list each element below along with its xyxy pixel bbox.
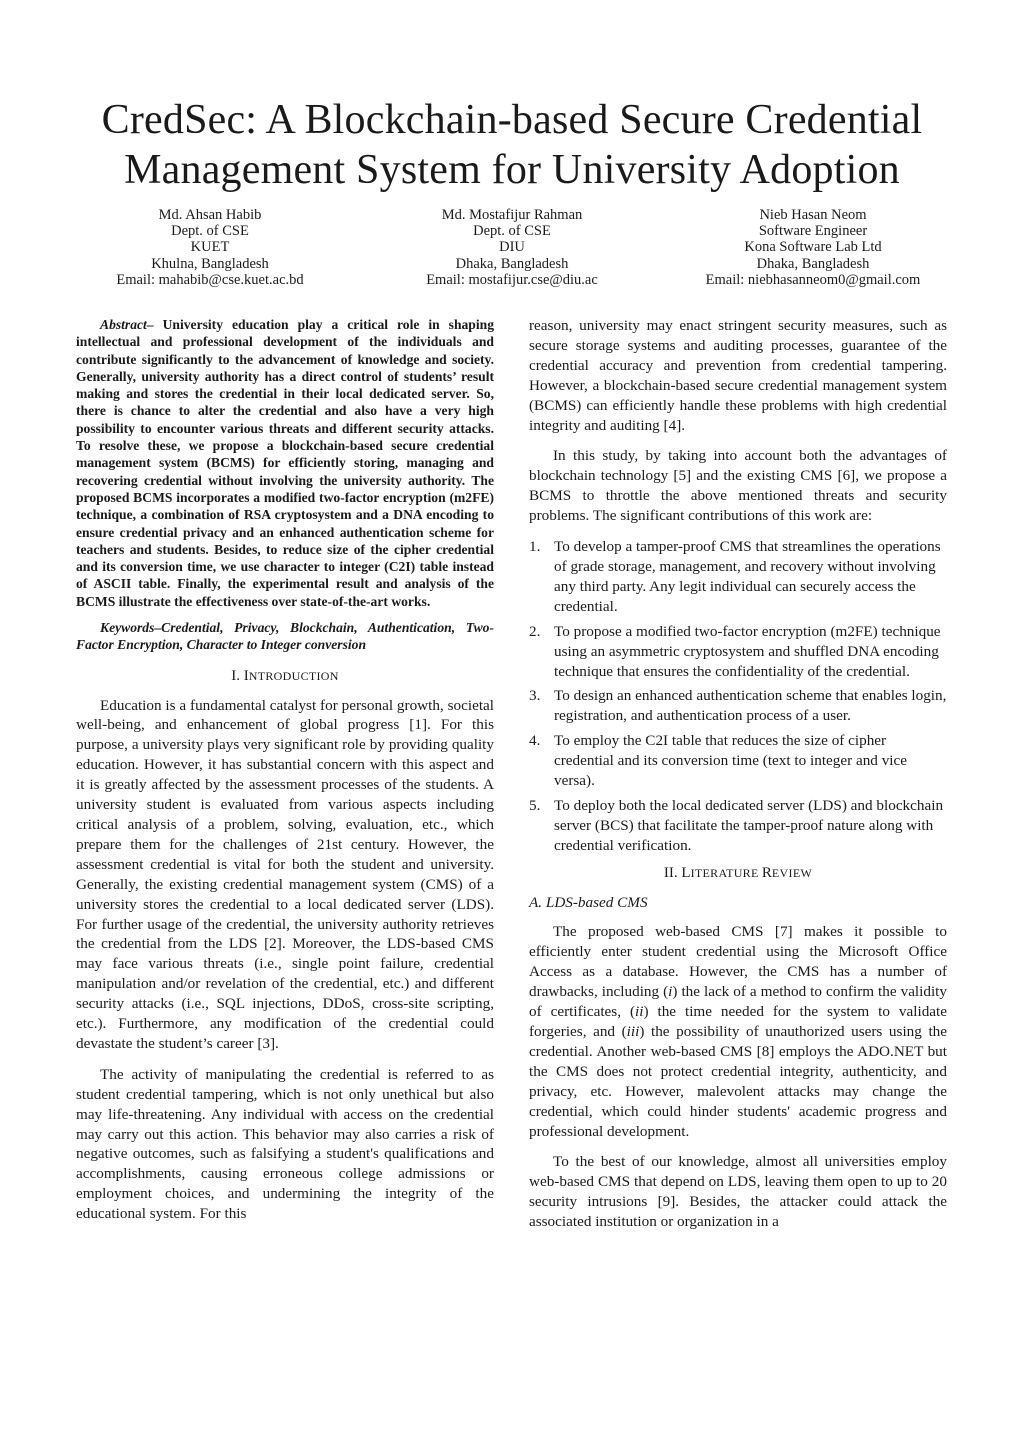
list-text: To propose a modified two-factor encryption (m2FE) technique using an asymmetric cryptosystem and shuffled DNA encoding technique that ensures the confidentiality of the credential. bbox=[554, 622, 941, 680]
author-dept: Dept. of CSE bbox=[171, 223, 249, 240]
abstract bbox=[76, 316, 494, 610]
intro-paragraph-1: Education is a fundamental catalyst for personal growth, societal well-being, and enhancement of global progress [1]. For this purpose, a university plays very significant role by providing quality education. However, it has substantial concern with this aspect and it is greatly affected by the assessment processes of the students. A university student is evaluated from various aspects including critical analysis of a problem, solving, evaluation, etc., which prepare them for the challenges of 21st century. However, the assessment credential is vital for both the student and university. Generally, the existing credential management system (CMS) of a university stores the credential to a local dedicated server (LDS). For further usage of the credential, the university authority retrieves the credential from the LDS [2]. Moreover, the LDS-based CMS may face various threats (i.e., single point failure, credential manipulation and/or revelation of the credential, etc.) and different security attacks (i.e., SQL injections, DDoS, cross-site scripting, etc.). Furthermore, any modification of the credential could devastate the student’s career [3]. bbox=[76, 696, 494, 1052]
list-item bbox=[529, 686, 947, 726]
section-number: II. L bbox=[663, 864, 691, 881]
author-name: Md. Mostafijur Rahman bbox=[441, 207, 583, 223]
author-org: Kona Software Lab Ltd bbox=[744, 239, 882, 256]
author-1 bbox=[60, 207, 360, 288]
list-number: 3. bbox=[529, 687, 541, 705]
section-heading-literature-review bbox=[529, 864, 947, 884]
intro-paragraph-4: In this study, by taking into account both the advantages of blockchain technology [5] and the existing CMS [6], we propose a BCMS to throttle the above mentioned threats and security problems. The significant contributions of this work are: bbox=[529, 447, 947, 525]
author-email: Email: mahabib@cse.kuet.ac.bd bbox=[116, 271, 304, 288]
author-org: KUET bbox=[190, 239, 230, 256]
author-location: Dhaka, Bangladesh bbox=[455, 255, 569, 272]
abstract-label: Abstract– bbox=[100, 317, 154, 332]
section-number: I. I bbox=[231, 667, 249, 684]
list-text: To design an enhanced authentication scheme that enables login, registration, and authentication process of a user. bbox=[554, 687, 947, 725]
literature-paragraph-2: To the best of our knowledge, almost all universities employ web-based CMS that depend on LDS, leaving them open to up to 20 security intrusions [9]. Besides, the attacker could attack the associated institution or organization in a bbox=[529, 1153, 947, 1231]
list-text: To deploy both the local dedicated server (LDS) and blockchain server (BCS) that facilitate the tamper-proof nature along with credential verification. bbox=[554, 796, 944, 854]
list-text: To employ the C2I table that reduces the size of cipher credential and its conversion time (text to integer and vice versa). bbox=[554, 732, 907, 790]
list-item bbox=[529, 537, 947, 617]
author-location: Khulna, Bangladesh bbox=[151, 255, 269, 272]
list-item bbox=[529, 622, 947, 682]
contributions-list bbox=[529, 537, 947, 856]
intro-paragraph-2: The activity of manipulating the credential is referred to as student credential tampering, which is not only unethical but also may life-threatening. Any individual with access on the credential may carry out this action. This behavior may also carries a risk of negative outcomes, such as falsifying a student's qualifications and accomplishments, causing erroneous college admissions or employment choices, and undermining the integrity of the educational system. For this bbox=[76, 1065, 494, 1223]
keywords: Keywords–Credential, Privacy, Blockchain, Authentication, Two-Factor Encryption, Character to Integer conversion bbox=[76, 620, 494, 653]
list-item bbox=[529, 731, 947, 791]
author-name: Md. Ahsan Habib bbox=[158, 207, 262, 223]
author-dept: Software Engineer bbox=[758, 223, 868, 240]
left-column bbox=[76, 316, 494, 1224]
list-number: 4. bbox=[529, 732, 541, 750]
author-location: Dhaka, Bangladesh bbox=[756, 255, 870, 272]
author-dept: Dept. of CSE bbox=[473, 223, 551, 240]
author-email: Email: niebhasanneom0@gmail.com bbox=[705, 271, 921, 288]
section-title-part: EVIEW bbox=[771, 865, 813, 880]
list-number: 5. bbox=[529, 796, 541, 814]
abstract-text: University education play a critical role in shaping intellectual and professional development of the individuals and contribute significantly to the advancement of knowledge and society. Generally, university authority has a direct control of students’ result making and stores the credential in their local dedicated server. So, there is chance to alter the credential and also have a very high possibility to encounter various threats and different security attacks. To resolve these, we propose a blockchain-based secure credential management system (BCMS) for efficiently storing, managing and recovering credential without involving the university authority. The proposed BCMS incorporates a modified two-factor encryption (m2FE) technique, a combination of RSA cryptosystem and a DNA encoding to ensure credential privacy and an enhanced authentication scheme for teachers and students. Besides, to reduce size of the cipher credential and its conversion time, we use character to integer (C2I) table instead of ASCII table. Finally, the experimental result and analysis of the BCMS illustrate the effectiveness over state-of-the-art works. bbox=[76, 317, 494, 609]
literature-paragraph-1: The proposed web-based CMS [7] makes it possible to efficiently enter student credential using the Microsoft Office Access as a database. However, the CMS has a number of drawbacks, including (i) the lack of a method to confirm the validity of certificates, (ii) the time needed for the system to validate forgeries, and (iii) the possibility of unauthorized users using the credential. Another web-based CMS [8] employs the ADO.NET but the CMS does not protect credential integrity, authenticity, and privacy, etc. However, malevolent attacks may change the credential, which could hinder students' academic progress and professional development. bbox=[529, 923, 947, 1140]
author-email: Email: mostafijur.cse@diu.ac bbox=[426, 271, 598, 288]
list-item bbox=[529, 796, 947, 856]
paper-title: CredSec: A Blockchain-based Secure Credential Management System for University Adoption bbox=[101, 97, 923, 193]
intro-paragraph-3: reason, university may enact stringent security measures, such as secure storage systems and auditing processes, guarantee of the credential accuracy and prevention from credential tampering. However, a blockchain-based secure credential management system (BCMS) can efficiently handle these problems with high credential integrity and auditing [4]. bbox=[529, 317, 947, 434]
section-title-part: ITERATURE bbox=[690, 865, 762, 880]
subsection-heading: A. LDS-based CMS bbox=[529, 893, 648, 911]
list-number: 1. bbox=[529, 538, 541, 556]
list-text: To develop a tamper-proof CMS that streamlines the operations of grade storage, management, and recovery without involving any third party. Any legit individual can securely access the credential. bbox=[554, 538, 941, 615]
list-number: 2. bbox=[529, 622, 541, 640]
section-title: NTRODUCTION bbox=[248, 668, 339, 683]
author-name: Nieb Hasan Neom bbox=[759, 207, 867, 223]
author-3 bbox=[663, 207, 963, 288]
right-column bbox=[529, 316, 947, 1232]
author-2 bbox=[362, 207, 662, 288]
author-org: DIU bbox=[499, 239, 525, 256]
section-heading-introduction bbox=[76, 667, 494, 687]
section-title-part: R bbox=[761, 864, 772, 881]
